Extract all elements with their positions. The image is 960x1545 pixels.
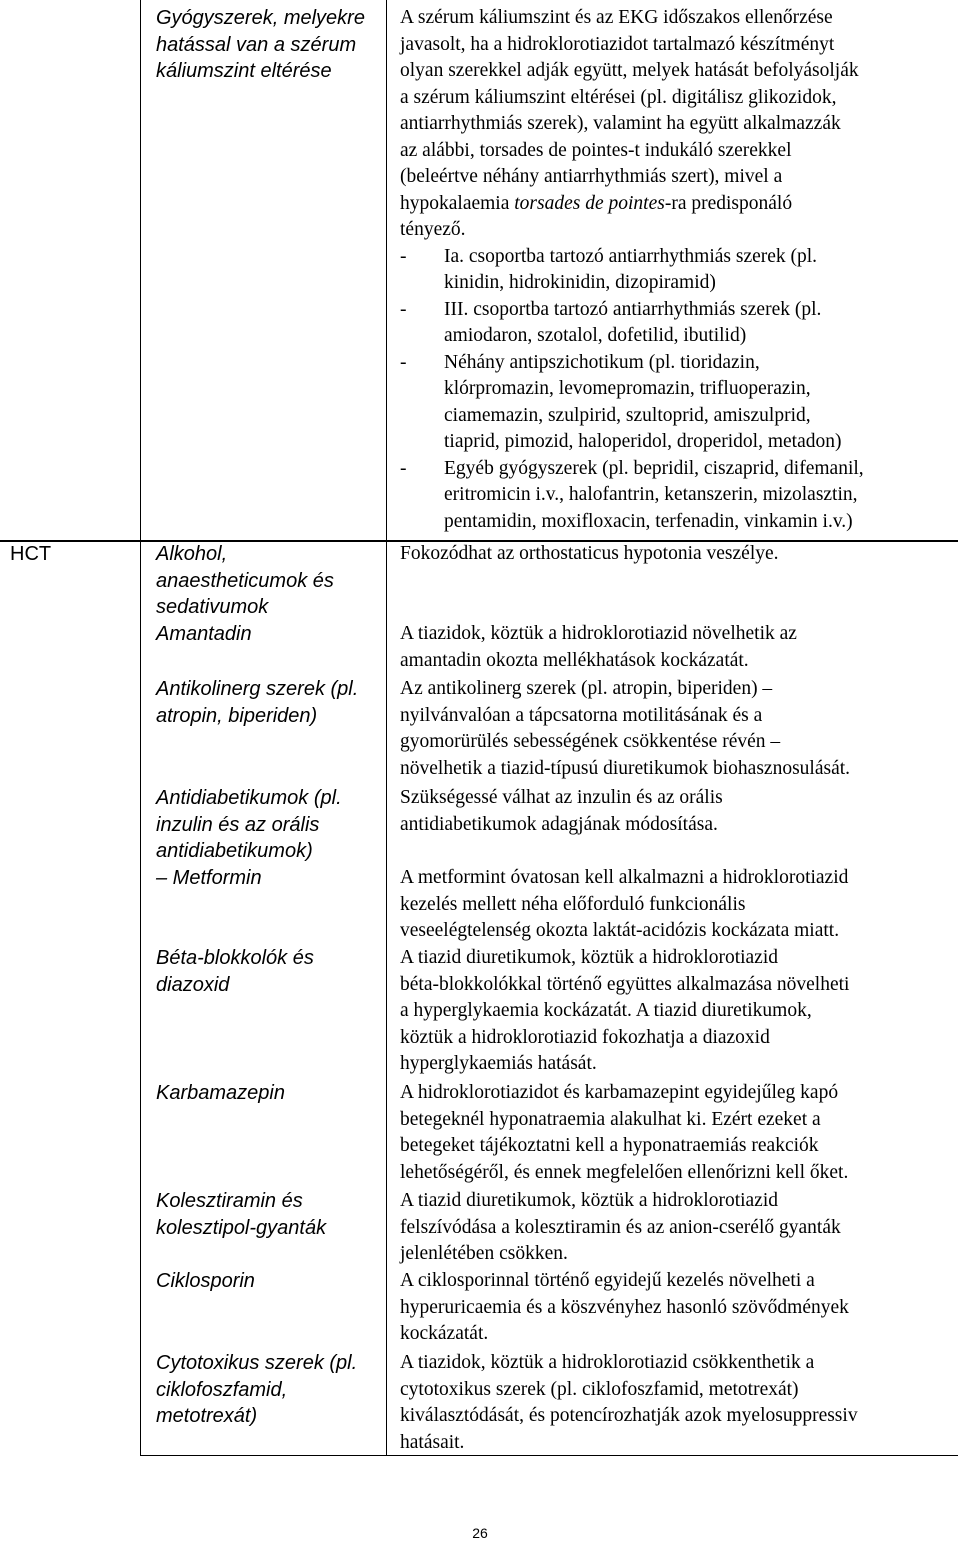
table-vertical-line-mid: [386, 0, 387, 1456]
effect-cell-karbamazepin: A hidroklorotiazidot és karbamazepint egyidejűleg kapó betegeknél hyponatraemia alakulhat ki. Ezért ezeket a betegeket tájékoztatni kell a hyponatraemiás reakciók lehetőségéről, és ennek megfelelően ellenőrizni kell őket.: [400, 1082, 849, 1183]
bullet-item: - Néhány antipszichotikum (pl. tioridazin, klórpromazin, levomepromazin, trifluoperazin, ciamemazin, szulpirid, szultoprid, amiszulprid, tiaprid, pimozid, haloperidol, droperidol, metadon): [400, 351, 842, 452]
bullet-item: - Ia. csoportba tartozó antiarrhythmiás szerek (pl. kinidin, hidrokinidin, dizopiramid): [400, 245, 818, 293]
drug-cell-beta-blokkolok: Béta-blokkolók és diazoxid: [156, 947, 314, 996]
effect-cell-cytotoxikus: A tiazidok, köztük a hidroklorotiazid csökkenthetik a cytotoxikus szerek (pl. ciklofoszfamid, metotrexát) kiválasztódását, és potencírozhatják azok myelosuppressiv hatásait.: [400, 1352, 858, 1453]
section-label: HCT: [10, 543, 52, 565]
text-line: olyan szerekkel adják együtt, melyek hatását befolyásolják: [400, 60, 859, 81]
drug-cell-antidiabetikumok: Antidiabetikumok (pl. inzulin és az orális antidiabetikumok): [156, 787, 342, 862]
drug-cell-kolesztiramin: Kolesztiramin és kolesztipol-gyanták: [156, 1190, 327, 1239]
text-line: a szérum káliumszint eltérései (pl. digitálisz glikozidok,: [400, 86, 837, 108]
text-line: (beleértve néhány antiarrhythmiás szert), mivel a: [400, 166, 783, 187]
effect-cell-potassium: [400, 5, 956, 535]
bullet-item: - III. csoportba tartozó antiarrhythmiás szerek (pl. amiodaron, szotalol, dofetilid, ibutilid): [400, 298, 822, 346]
effect-cell-amantadin: A tiazidok, köztük a hidroklorotiazid növelhetik az amantadin okozta mellékhatások kockázatát.: [400, 623, 797, 671]
drug-cell-metformin: – Metformin: [156, 867, 262, 889]
effect-cell-ciklosporin: A ciklosporinnal történő egyidejű kezelés növelheti a hyperuricaemia és a köszvényhez hasonló szövődmények kockázatát.: [400, 1270, 849, 1344]
text-line: tényező.: [400, 219, 466, 240]
drug-cell-cytotoxikus: Cytotoxikus szerek (pl. ciklofoszfamid, metotrexát): [156, 1352, 358, 1427]
bullet-item: - Egyéb gyógyszerek (pl. bepridil, ciszaprid, difemanil, eritromicin i.v., halofantrin, ketanszerin, mizolasztin, pentamidin, moxifloxacin, terfenadin, vinkamin i.v.): [400, 457, 864, 532]
effect-cell-antikolinerg: Az antikolinerg szerek (pl. atropin, biperiden) – nyilvánvalóan a tápcsatorna motilitásának és a gyomorürülés sebességének csökkentése révén – növelhetik a tiazid-típusú diuretikumok biohasznosulását.: [400, 678, 851, 779]
drug-cell-antikolinerg: Antikolinerg szerek (pl. atropin, biperiden): [156, 678, 359, 727]
effect-cell-antidiabetikumok: Szükségessé válhat az inzulin és az orális antidiabetikumok adagjának módosítása.: [400, 787, 723, 835]
text-line: antiarrhythmiás szerek), valamint ha együtt alkalmazzák: [400, 113, 841, 134]
effect-cell-kolesztiramin: A tiazid diuretikumok, köztük a hidroklorotiazid felszívódása a kolesztiramin és az anion-cserélő gyanták jelenlétében csökken.: [400, 1190, 841, 1264]
drug-cell-alkohol: Alkohol, anaestheticumok és sedativumok: [156, 543, 334, 618]
drug-cell-amantadin: Amantadin: [156, 623, 252, 645]
effect-cell-metformin: A metformint óvatosan kell alkalmazni a hidroklorotiazid kezelés mellett néha előforduló funkcionális veseelégtelenség okozta laktát-acidózis kockázata miatt.: [400, 867, 849, 941]
effect-cell-beta-blokkolok: A tiazid diuretikumok, köztük a hidroklorotiazid béta-blokkolókkal történő együttes alkalmazása növelheti a hyperglykaemia kockázatát. A tiazid diuretikumok, köztük a hidroklorotiazid fokozhatja a diazoxid hyperglykaemiás hatását.: [400, 947, 850, 1074]
text-line: javasolt, ha a hidroklorotiazidot tartalmazó készítményt: [400, 33, 835, 55]
text-line: A szérum káliumszint és az EKG időszakos ellenőrzése: [400, 7, 833, 28]
effect-cell-alkohol: Fokozódhat az orthostaticus hypotonia veszélye.: [400, 543, 779, 564]
text-line: hypokalaemia torsades de pointes-ra predisponáló: [400, 192, 793, 214]
drug-cell-ciklosporin: Ciklosporin: [156, 1270, 255, 1292]
page-number: 26: [472, 1525, 488, 1541]
text-line: az alábbi, torsades de pointes-t indukáló szerekkel: [400, 139, 792, 161]
drug-cell-karbamazepin: Karbamazepin: [156, 1082, 285, 1104]
drug-cell-potassium: Gyógyszerek, melyekre hatással van a szérum káliumszint eltérése: [156, 7, 365, 82]
table-vertical-line-left: [140, 0, 141, 1456]
